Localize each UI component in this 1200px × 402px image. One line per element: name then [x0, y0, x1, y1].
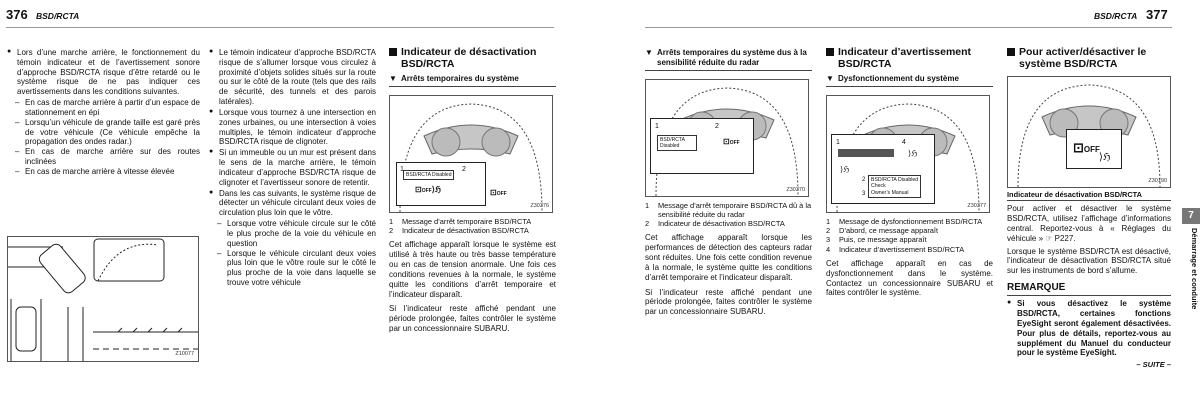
cluster-figure [389, 95, 553, 213]
right-page-number: 377 [1146, 7, 1168, 22]
list-item: – Lorsqu’un véhicule de grande taille est garé près de votre véhicule (Ce véhicule empêche la propagation des ondes radar.) [7, 118, 200, 147]
column-3 [389, 46, 556, 334]
chapter-label: Démarrage et conduite [1190, 228, 1199, 310]
figure-code: Z30190 [1148, 178, 1167, 185]
message-box: BSD/RCTA Disabled [657, 135, 697, 151]
caption-row: 1 Message d’arrêt temporaire BSD/RCTA [389, 216, 532, 226]
caption-row: 3 Puis, ce message apparaît [826, 235, 927, 245]
popup-display [1066, 129, 1122, 169]
off-indicator-icon: ⊡OFF [490, 187, 507, 197]
message-box: BSD/RCTA Disabled [403, 170, 454, 180]
cluster-figure [645, 79, 809, 197]
warning-indicator-icon: ⟩ℌ [908, 148, 918, 158]
subsection-title: ▼ Arrêts temporaires du système [389, 74, 556, 87]
figure-code: Z10077 [175, 351, 194, 358]
paragraph: Cet affichage apparaît lorsque les performances de détection des capteurs radar sont réduites. Une fois cette condition revenue à la normale, le système quitte les conditions d’arrêt temporaire et l’indicateur disparaît. [645, 233, 812, 282]
paragraph: Si l’indicateur reste affiché pendant une période prolongée, faites contrôler le système par un concessionnaire SUBARU. [389, 304, 556, 334]
paragraph: Pour activer et désactiver le système BSD/RCTA, utilisez l’affichage d’informations central. Reportez-vous à « Réglages du véhicule » ☞ P227. [1007, 204, 1171, 243]
figure-code: Z30370 [786, 186, 805, 193]
column-4 [645, 48, 812, 317]
callout-3: 3 [862, 190, 866, 197]
column-6 [1007, 46, 1171, 370]
figure-code: Z30376 [530, 203, 549, 210]
callout-4: 4 [902, 138, 906, 146]
list-item: ● Lorsque vous tournez à une intersection en zones urbaines, ou une intersection à voies multiples, le témoin indicateur d’approche BSD/RCTA risque de clignoter. [209, 108, 376, 147]
list-item: ● Le témoin indicateur d’approche BSD/RCTA risque de s’allumer lorsque vous circulez à proximité d’objets solides situés sur la route ou sur le côté de la route (tels que des rails de sécurité, des tunnels et des parois latérales). [209, 48, 376, 107]
subsection-title: ▼ Dysfonctionnement du système [826, 74, 993, 87]
off-indicator-icon: ⊡OFF⟩ℌ [415, 184, 441, 194]
bsd-indicator-icon: ⟩ℌ [1099, 152, 1111, 164]
cluster-figure [1007, 76, 1171, 188]
remarque-text: ● Si vous désactivez le système BSD/RCTA, certaines fonctions EyeSight seront également désactivées. Pour plus de détails, reportez-vous au supplément du Manuel du conducteur pour le système EyeSight. [1007, 299, 1171, 358]
chapter-tab: 7 [1182, 208, 1200, 224]
caption-row: 2 D’abord, ce message apparaît [826, 226, 939, 236]
callout-1: 1 [655, 122, 659, 130]
subsection-title: ▼ Arrêts temporaires du système dus à la sensibilité réduite du radar [645, 48, 812, 71]
list-item: – En cas de marche arrière à vitesse élevée [7, 167, 200, 177]
off-indicator-icon: ⊡OFF [1073, 140, 1100, 156]
caption-row: 2 Indicateur de désactivation BSD/RCTA [389, 226, 529, 236]
list-item: – Lorsque votre véhicule circule sur le côté le plus proche de la voie du véhicule en question [209, 219, 376, 248]
callout-2: 2 [462, 165, 466, 173]
paragraph: Si l’indicateur reste affiché pendant une période prolongée, faites contrôler le système par un concessionnaire SUBARU. [645, 287, 812, 317]
callout-2: 2 [862, 176, 866, 183]
caption-row: 4 Indicateur d’avertissement BSD/RCTA [826, 244, 965, 254]
reverse-parking-figure [7, 236, 199, 362]
popup-display [831, 134, 935, 204]
list-item: – En cas de marche arrière sur des routes inclinées [7, 147, 200, 167]
reverse-parking-illustration [8, 237, 198, 361]
continued-label: – SUITE – [1136, 360, 1171, 370]
off-indicator-icon: ⊡OFF [723, 136, 740, 146]
warning-bar [838, 149, 894, 157]
popup-display [396, 162, 486, 206]
remarque-heading: REMARQUE [1007, 282, 1171, 296]
list-item: ● Lors d’une marche arrière, le fonctionnement du témoin indicateur et de l’avertissement sonore d’approche BSD/RCTA risque d’être retardé ou le système risque de ne pas indiquer ces avertissements dans les conditions suivantes. [7, 48, 200, 97]
right-header-rule [645, 27, 1172, 28]
list-item: ● Si un immeuble ou un mur est présent dans le sens de la marche arrière, le témoin indicateur d’approche BSD/RCTA risque de clignoter et l’avertisseur sonore de retentir. [209, 148, 376, 187]
figure-code: Z30377 [967, 203, 986, 210]
figure-caption [826, 217, 993, 254]
list-item: ● Dans les cas suivants, le système risque de détecter un véhicule circulant deux voies de circulation plus loin que le vôtre. [209, 189, 376, 218]
message-box: BSD/RCTA Disabled Check Owner’s Manual [868, 175, 921, 199]
left-header-title: BSD/RCTA [36, 11, 80, 21]
cluster-figure [826, 95, 990, 213]
figure-caption [645, 201, 812, 229]
left-header-rule [6, 27, 554, 28]
figure-caption [389, 217, 556, 236]
section-title: Indicateur de désactivation BSD/RCTA [389, 46, 556, 70]
left-page-number: 376 [6, 7, 28, 22]
column-1 [7, 48, 200, 177]
callout-2: 2 [715, 122, 719, 130]
paragraph: Cet affichage apparaît en cas de dysfonctionnement dans le système. Contactez un concessionnaire SUBARU et faites contrôler le système. [826, 258, 993, 298]
callout-1: 1 [400, 165, 404, 173]
right-header-title: BSD/RCTA [1094, 11, 1138, 21]
list-item: – Lorsque le véhicule circulant deux voies plus loin que le vôtre roule sur le côté le plus proche de la voie dans laquelle se trouve votre véhicule [209, 249, 376, 288]
caption-row: 1 Message de dysfonctionnement BSD/RCTA [826, 216, 983, 226]
figure-caption: Indicateur de désactivation BSD/RCTA [1007, 190, 1171, 201]
paragraph: Cet affichage apparaît lorsque le système est utilisé à très haute ou très basse température ou en cas de tension anormale. Une fois ces conditions revenues à la normale, le système quitte les conditions d’arrêt temporaire et l’indicateur disparaît. [389, 240, 556, 299]
section-title: Pour activer/désactiver le système BSD/RCTA [1007, 46, 1171, 70]
popup-display [650, 118, 754, 174]
callout-1: 1 [836, 138, 840, 146]
list-item: – En cas de marche arrière à partir d’un espace de stationnement en épi [7, 98, 200, 118]
caption-row: 2 Indicateur de désactivation BSD/RCTA [645, 219, 785, 229]
column-5 [826, 46, 993, 298]
warning-indicator-icon: ⟩ℌ [840, 164, 850, 174]
paragraph: Lorsque le système BSD/RCTA est désactivé, l’indicateur de désactivation BSD/RCTA situé sur les instruments de bord s’allume. [1007, 246, 1171, 276]
caption-row: 1 Message d’arrêt temporaire BSD/RCTA dû à la sensibilité réduite du radar [645, 200, 812, 219]
section-title: Indicateur d’avertissement BSD/RCTA [826, 46, 993, 70]
column-2 [209, 48, 376, 288]
